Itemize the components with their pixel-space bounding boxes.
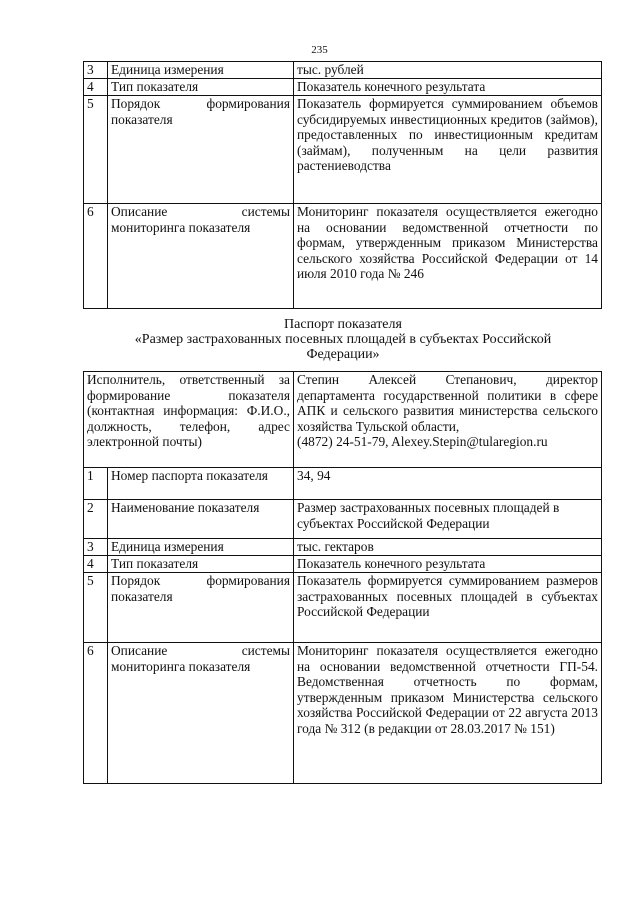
row-number: 5 [84,573,108,643]
row-label: Описание системы мониторинга показателя [108,204,294,309]
table-row [84,79,602,96]
row-label: Единица измерения [108,539,294,556]
row-value: Размер застрахованных посевных площадей в субъектах Российской Федерации [294,500,602,539]
row-value: Показатель конечного результата [294,556,602,573]
page-number: 235 [311,44,328,56]
row-number: 5 [84,96,108,204]
row-value: 34, 94 [294,468,602,500]
passport-title-line: Федерации» [306,347,380,362]
row-label: Описание системы мониторинга показателя [108,643,294,784]
table-row [84,468,602,500]
executor-value: Степин Алексей Степанович, директор департамента государственной политики в сфере АПК и сельского развития министерства сельского хозяйства Тульской области, [297,372,599,434]
row-label: Наименование показателя [108,500,294,539]
table-row [84,643,602,784]
table-row [84,62,602,79]
row-value: тыс. рублей [294,62,602,79]
table-row [84,372,602,468]
row-number: 1 [84,468,108,500]
row-label: Тип показателя [108,556,294,573]
row-number: 3 [84,62,108,79]
table-row [84,573,602,643]
row-number: 6 [84,643,108,784]
row-label: Номер паспорта показателя [108,468,294,500]
indicator-table-1 [83,61,602,309]
indicator-passport-table [83,371,602,784]
row-label: Порядок формирования показателя [108,96,294,204]
row-number: 4 [84,79,108,96]
row-number: 6 [84,204,108,309]
row-number: 2 [84,500,108,539]
table-row [84,96,602,204]
row-number: 3 [84,539,108,556]
table-row [84,539,602,556]
row-value: Показатель конечного результата [294,79,602,96]
row-value: Показатель формируется суммированием размеров застрахованных посевных площадей в субъектах Российской Федерации [294,573,602,643]
row-label: Тип показателя [108,79,294,96]
row-value: Показатель формируется суммированием объемов субсидируемых инвестиционных кредитов (займов), предоставленных по инвестиционным кредитам (займам), полученным на цели развития растениеводства [294,96,602,204]
row-value: Мониторинг показателя осуществляется ежегодно на основании ведомственной отчетности по формам, утвержденным приказом Министерства сельского хозяйства Российской Федерации от 14 июля 2010 года № 246 [294,204,602,309]
row-label: Порядок формирования показателя [108,573,294,643]
table-row [84,500,602,539]
passport-title-line: «Размер застрахованных посевных площадей в субъектах Российской [134,332,552,347]
row-number: 4 [84,556,108,573]
row-label: Единица измерения [108,62,294,79]
row-value: Мониторинг показателя осуществляется ежегодно на основании ведомственной отчетности ГП-54. Ведомственная отчетность по формам, утвержденным приказом Министерства сельского хозяйства Российской Федерации от 22 августа 2013 года № 312 (в редакции от 28.03.2017 № 151) [294,643,602,784]
passport-title [70,317,616,362]
executor-label: Исполнитель, ответственный за формирование показателя (контактная информация: Ф.И.О., должность, телефон, адрес электронной почты) [84,372,294,468]
executor-contact: (4872) 24-51-79, Alexey.Stepin@tularegion.ru [297,434,548,450]
table-row [84,204,602,309]
passport-title-line: Паспорт показателя [284,317,402,332]
executor-cell [294,372,602,468]
table-row [84,556,602,573]
row-value: тыс. гектаров [294,539,602,556]
